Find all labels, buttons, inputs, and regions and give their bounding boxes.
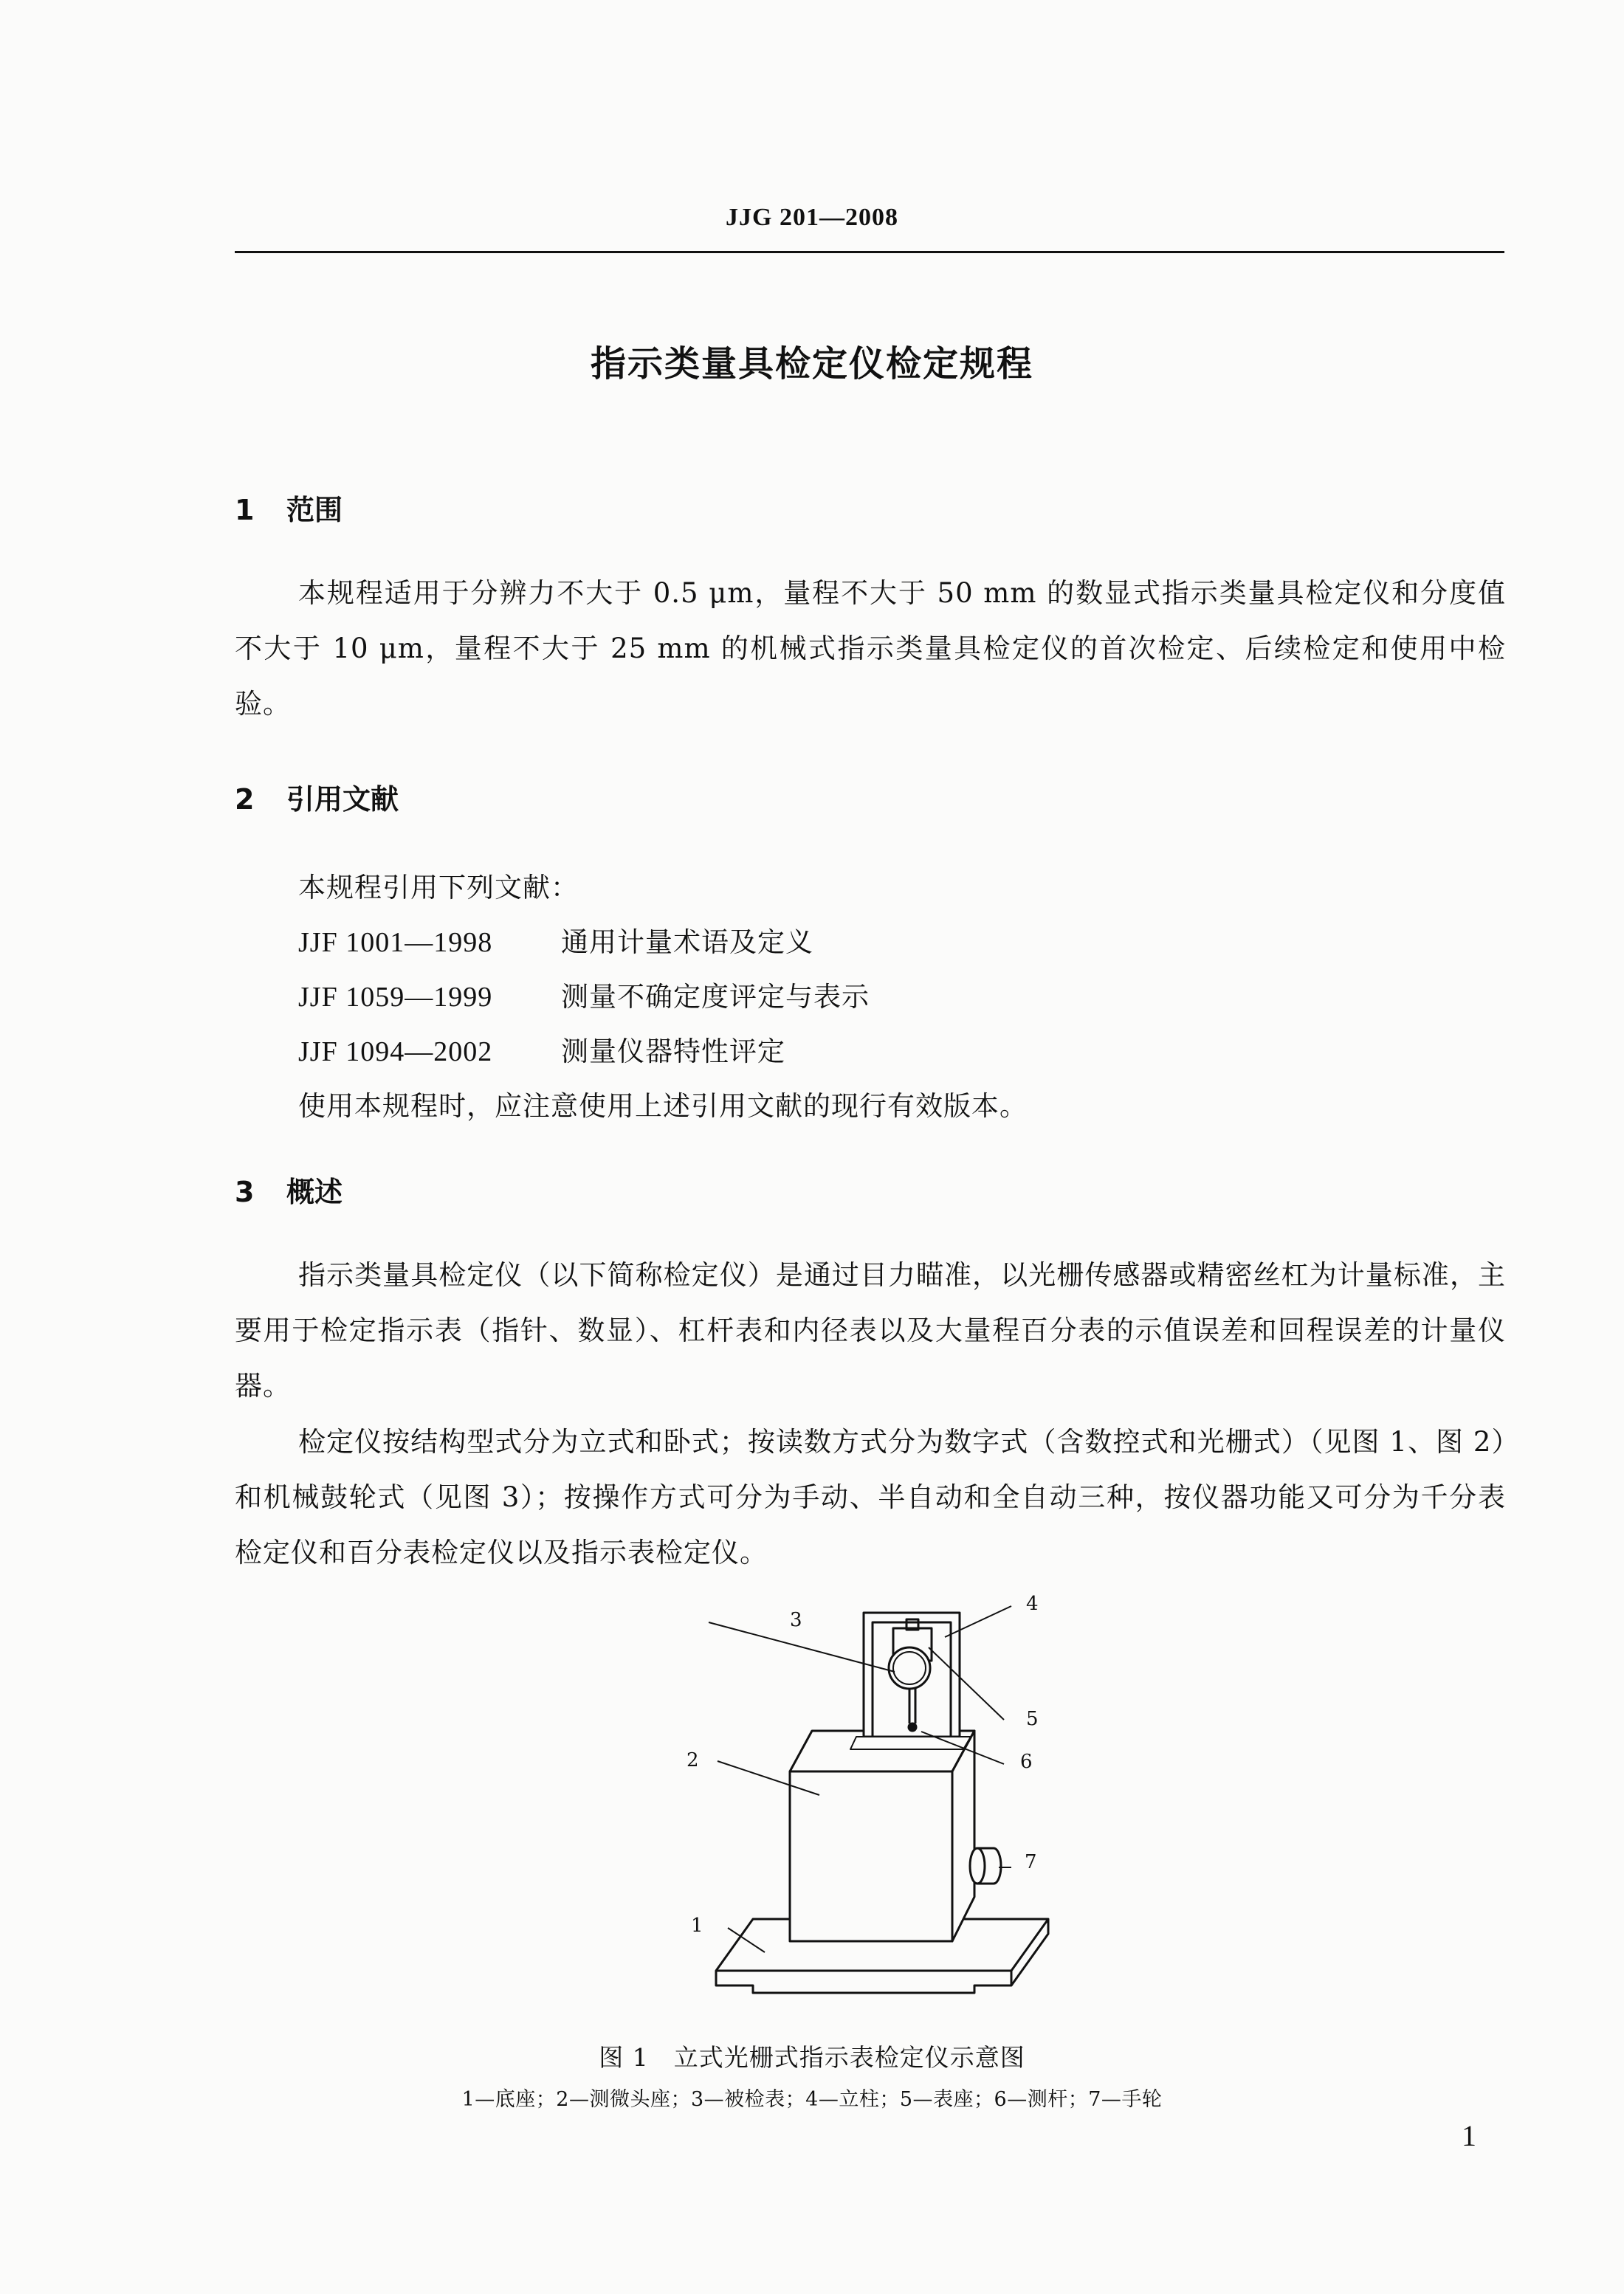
micrometer-head-box (790, 1731, 974, 1941)
reference-item (298, 1029, 785, 1069)
section-2-number: 2 (235, 783, 255, 816)
reference-code: JJF 1094—2002 (298, 1036, 493, 1067)
reference-title: 测量仪器特性评定 (561, 1036, 785, 1067)
references-note: 使用本规程时，应注意使用上述引用文献的现行有效版本。 (298, 1090, 1028, 1122)
section-1-heading (235, 487, 343, 528)
section-1-number: 1 (235, 494, 255, 526)
figure-1-caption: 图 1 立式光栅式指示表检定仪示意图 (599, 2043, 1025, 2072)
figure-1-diagram (635, 1602, 1093, 2030)
section-1-paragraph: 本规程适用于分辨力不大于 0.5 μm，量程不大于 50 mm 的数显式指示类量具检定仪和分度值不大于 10 μm，量程不大于 25 mm 的机械式指示类量具检定仪的首次检定、后续检定和使用中检验。 (235, 577, 1506, 720)
section-1-title: 范围 (286, 494, 343, 526)
running-header: JJG 201—2008 (726, 204, 898, 231)
figure-label-7: 7 (1025, 1851, 1037, 1873)
document-title: 指示类量具检定仪检定规程 (590, 343, 1033, 385)
section-3-heading (235, 1169, 343, 1210)
reference-title: 测量不确定度评定与表示 (561, 981, 870, 1013)
header-rule (235, 251, 1504, 253)
figure-label-2: 2 (687, 1749, 699, 1771)
figure-label-4: 4 (1026, 1593, 1039, 1615)
figure-label-6: 6 (1020, 1751, 1033, 1773)
figure-label-5: 5 (1026, 1708, 1039, 1730)
reference-code: JJF 1059—1999 (298, 982, 493, 1013)
reference-item (298, 920, 813, 960)
handwheel-icon (970, 1848, 1001, 1884)
figure-label-1: 1 (691, 1915, 703, 1937)
section-3-paragraph-2: 检定仪按结构型式分为立式和卧式；按读数方式分为数字式（含数控式和光栅式）（见图 1、图 2）和机械鼓轮式（见图 3）；按操作方式可分为手动、半自动和全自动三种，按仪器功能又可分为千分表检定仪和百分表检定仪以及指示表检定仪。 (235, 1426, 1506, 1568)
reference-item (298, 974, 870, 1014)
section-2-title: 引用文献 (286, 783, 399, 816)
figure-label-3: 3 (790, 1609, 802, 1631)
section-2-heading (235, 776, 399, 817)
figure-1-legend: 1—底座；2—测微头座；3—被检表；4—立柱；5—表座；6—测杆；7—手轮 (461, 2088, 1163, 2111)
reference-title: 通用计量术语及定义 (561, 926, 813, 958)
reference-code: JJF 1001—1998 (298, 927, 493, 958)
references-intro: 本规程引用下列文献： (298, 872, 579, 903)
section-3-number: 3 (235, 1176, 255, 1208)
section-3-title: 概述 (286, 1176, 343, 1208)
section-3-paragraph-1: 指示类量具检定仪（以下简称检定仪）是通过目力瞄准，以光栅传感器或精密丝杠为计量标准，主要用于检定指示表（指针、数显）、杠杆表和内径表以及大量程百分表的示值误差和回程误差的计量仪器。 (235, 1259, 1506, 1402)
page-number: 1 (1462, 2119, 1476, 2152)
